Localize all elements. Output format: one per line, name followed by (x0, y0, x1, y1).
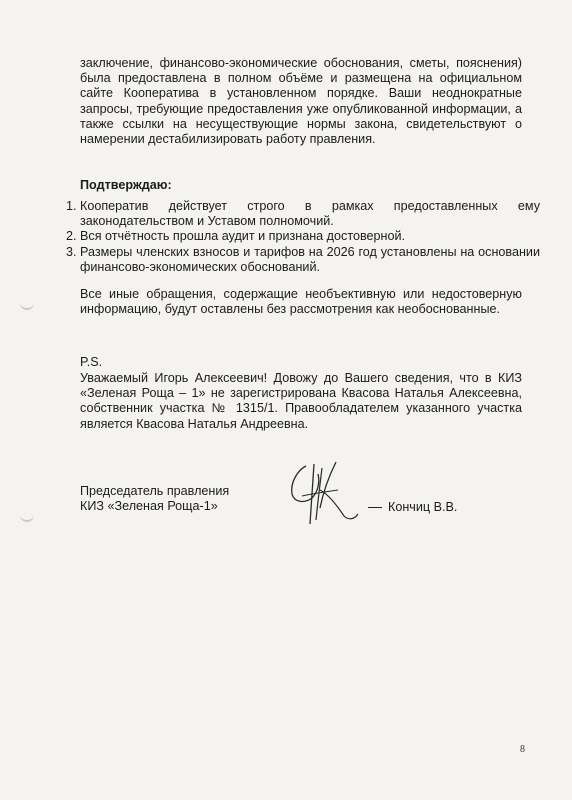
punch-hole-mark (20, 298, 34, 310)
confirm-list (62, 199, 540, 275)
ps-text: Уважаемый Игорь Алексеевич! Довожу до Вашего сведения, что в КИЗ «Зеленая Роща – 1» не зарегистрирована Квасова Наталья Алексеевна, собственник участка № 1315/1. Правообладателем указанного участка является Квасова Наталья Андреевна. (80, 371, 522, 431)
paragraph-justification: заключение, финансово-экономические обоснования, сметы, пояснения) была предоставлена в полном объёме и размещена на официальном сайте Кооператива в установленном порядке. Ваши неоднократные запросы, требующие предоставления уже опубликованной информации, а также ссылки на несуществующие нормы закона, свидетельствуют о намерении дестабилизировать работу правления. (80, 56, 522, 147)
signatory-name: Кончиц В.В. (388, 500, 458, 514)
confirm-item: 3. Размеры членских взносов и тарифов на 2026 год установлены на основании финансово-экономических обоснований. (80, 245, 540, 275)
confirm-item: 1. Кооператив действует строго в рамках предоставленных ему законодательством и Уставом полномочий. (80, 199, 540, 229)
signatory-title (80, 484, 280, 514)
signatory-title-line1: Председатель правления (80, 484, 230, 498)
confirm-heading: Подтверждаю: (80, 178, 172, 192)
handwritten-signature (284, 460, 364, 526)
confirm-item: 2. Вся отчётность прошла аудит и признана достоверной. (80, 229, 540, 244)
page-number: 8 (520, 744, 525, 755)
signature-dash (368, 507, 382, 508)
signatory-title-line2: КИЗ «Зеленая Роща-1» (80, 499, 218, 514)
punch-hole-mark (20, 510, 34, 522)
ps-label: P.S. (80, 355, 103, 369)
paragraph-other-requests: Все иные обращения, содержащие необъективную или недостоверную информацию, будут оставлены без рассмотрения как необоснованные. (80, 287, 522, 317)
